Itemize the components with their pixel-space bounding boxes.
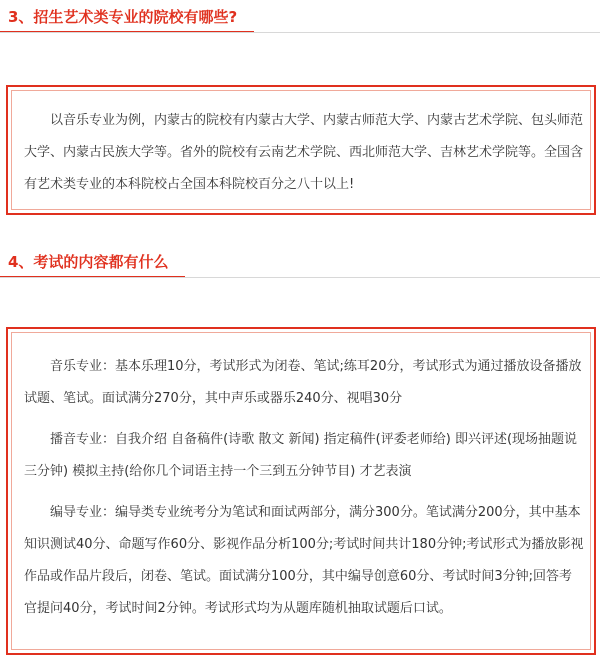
section-4-text bbox=[24, 351, 584, 625]
section-4-paragraph-broadcasting: 播音专业：自我介绍 自备稿件(诗歌 散文 新闻) 指定稿件(评委老师给) 即兴评述(现场抽题说三分钟) 模拟主持(给你几个词语主持一个三到五分钟节目) 才艺表演 bbox=[24, 432, 578, 479]
section-3-header bbox=[0, 0, 605, 40]
section-4-paragraph-directing: 编导专业：编导类专业统考分为笔试和面试两部分，满分300分。笔试满分200分，其中基本知识测试40分、命题写作60分、影视作品分析100分;考试时间共计180分钟;考试形式为播放影视作品或作品片段后，闭卷、笔试。面试满分100分，其中编导创意60分、考试时间3分钟;回答考官提问40分，考试时间2分钟。考试形式均为从题库随机抽取试题后口试。 bbox=[24, 505, 584, 616]
section-3-title: 3、招生艺术类专业的院校有哪些? bbox=[8, 8, 238, 26]
section-4-paragraph-music: 音乐专业：基本乐理10分，考试形式为闭卷、笔试;练耳20分，考试形式为通过播放设备播放试题、笔试。面试满分270分，其中声乐或器乐240分、视唱30分 bbox=[24, 359, 582, 406]
section-4-divider bbox=[0, 277, 600, 278]
section-3-paragraph: 以音乐专业为例，内蒙古的院校有内蒙古大学、内蒙古师范大学、内蒙古艺术学院、包头师范大学、内蒙古民族大学等。省外的院校有云南艺术学院、西北师范大学、吉林艺术学院等。全国含有艺术类专业的本科院校占全国本科院校百分之八十以上! bbox=[24, 113, 584, 192]
section-4-header bbox=[0, 250, 605, 290]
section-3-divider bbox=[0, 32, 600, 33]
section-4-title: 4、考试的内容都有什么 bbox=[8, 253, 169, 271]
section-3-text bbox=[24, 105, 584, 201]
